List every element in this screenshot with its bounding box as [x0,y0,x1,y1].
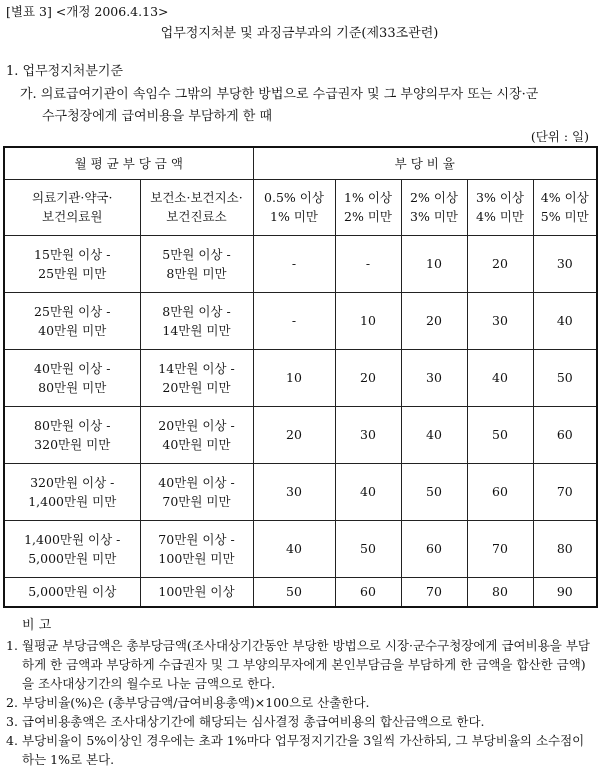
col-header-medical: 의료기관·약국· 보건의료원 [4,179,140,235]
suspension-days-cell: 80 [467,577,533,607]
col-header-ratio: 3% 이상 4% 미만 [467,179,533,235]
amount-medical-cell: 320만원 이상 - 1,400만원 미만 [4,463,140,520]
appendix-tag: [별표 3] <개정 2006.4.13> [6,4,169,19]
suspension-days-cell: 50 [401,463,467,520]
document-title: 업무정지처분 및 과징금부과의 기준(제33조관련) [160,26,439,41]
section-item-ga [20,84,595,128]
suspension-days-cell: 50 [533,349,597,406]
suspension-days-cell: - [253,292,335,349]
suspension-days-cell: 20 [253,406,335,463]
remark-note-number: 4. [6,733,18,748]
table-row [4,463,597,520]
table-row [4,520,597,577]
remark-note-text: 급여비용총액은 조사대상기간에 해당되는 심사결정 총급여비용의 합산금액으로 한다. [22,714,485,729]
suspension-days-cell: 60 [467,463,533,520]
suspension-days-cell: 20 [401,292,467,349]
remark-note-text: 부당비율이 5%이상인 경우에는 초과 1%마다 업무정지기간을 3일씩 가산하되, 그 부당비율의 소수점이하는 1%로 본다. [22,733,585,767]
col-header-health: 보건소·보건지소· 보건진료소 [140,179,253,235]
group-header-ratio: 부 당 비 율 [253,147,597,179]
suspension-days-cell: - [253,235,335,292]
suspension-days-cell: 40 [253,520,335,577]
amount-health-cell: 70만원 이상 - 100만원 미만 [140,520,253,577]
col-header-ratio: 0.5% 이상 1% 미만 [253,179,335,235]
amount-health-cell: 100만원 이상 [140,577,253,607]
section-heading: 1. 업무정지처분기준 [6,64,123,79]
table-row [4,577,597,607]
remark-note-text: 월평균 부당금액은 총부당금액(조사대상기간동안 부당한 방법으로 시장·군수구청장에게 급여비용을 부담하게 한 금액과 부당하게 수급권자 및 그 부양의무자에게 본인부담금을 부담하게 한 금액을 합산한 금액)을 조사대상기간의 월수로 나눈 금액으로 한다. [22,638,590,691]
table-row [4,406,597,463]
amount-medical-cell: 25만원 이상 - 40만원 미만 [4,292,140,349]
remarks-notes [6,636,596,769]
suspension-days-cell: 10 [335,292,401,349]
amount-medical-cell: 40만원 이상 - 80만원 미만 [4,349,140,406]
suspension-days-cell: 50 [335,520,401,577]
table-row [4,235,597,292]
remark-note [6,636,596,693]
suspension-days-cell: 90 [533,577,597,607]
remark-note-number: 3. [6,714,18,729]
unit-label: (단위 : 일) [530,129,589,144]
suspension-days-cell: - [335,235,401,292]
suspension-days-cell: 60 [401,520,467,577]
suspension-days-cell: 30 [401,349,467,406]
item-ga-line1: 가. 의료급여기관이 속임수 그밖의 부당한 방법으로 수급권자 및 그 부양의무자 또는 시장·군 [20,87,539,102]
suspension-days-cell: 10 [401,235,467,292]
suspension-days-cell: 30 [253,463,335,520]
suspension-days-cell: 50 [253,577,335,607]
amount-health-cell: 20만원 이상 - 40만원 미만 [140,406,253,463]
table-column-header-row [4,179,597,235]
amount-medical-cell: 1,400만원 이상 - 5,000만원 미만 [4,520,140,577]
remark-note-number: 1. [6,638,18,653]
table-group-header-row [4,147,597,179]
suspension-days-cell: 40 [335,463,401,520]
col-header-ratio: 2% 이상 3% 미만 [401,179,467,235]
amount-health-cell: 8만원 이상 - 14만원 미만 [140,292,253,349]
amount-health-cell: 40만원 이상 - 70만원 미만 [140,463,253,520]
suspension-days-cell: 10 [253,349,335,406]
col-header-ratio: 1% 이상 2% 미만 [335,179,401,235]
amount-medical-cell: 5,000만원 이상 [4,577,140,607]
suspension-days-cell: 60 [335,577,401,607]
remark-note [6,693,596,712]
penalty-table [3,146,598,608]
suspension-days-cell: 70 [533,463,597,520]
table-row [4,349,597,406]
remark-note-number: 2. [6,695,18,710]
amount-medical-cell: 80만원 이상 - 320만원 미만 [4,406,140,463]
remark-note [6,731,596,769]
item-ga-line2: 수구청장에게 급여비용을 부담하게 한 때 [42,109,273,124]
suspension-days-cell: 20 [335,349,401,406]
suspension-days-cell: 60 [533,406,597,463]
suspension-days-cell: 50 [467,406,533,463]
suspension-days-cell: 30 [335,406,401,463]
suspension-days-cell: 40 [467,349,533,406]
amount-health-cell: 14만원 이상 - 20만원 미만 [140,349,253,406]
table-row [4,292,597,349]
suspension-days-cell: 80 [533,520,597,577]
remarks-title: 비 고 [22,618,52,633]
suspension-days-cell: 40 [533,292,597,349]
remark-note [6,712,596,731]
suspension-days-cell: 30 [467,292,533,349]
suspension-days-cell: 30 [533,235,597,292]
amount-medical-cell: 15만원 이상 - 25만원 미만 [4,235,140,292]
suspension-days-cell: 20 [467,235,533,292]
col-header-ratio: 4% 이상 5% 미만 [533,179,597,235]
remark-note-text: 부당비율(%)은 (총부당금액/급여비용총액)×100으로 산출한다. [22,695,370,710]
suspension-days-cell: 70 [467,520,533,577]
suspension-days-cell: 40 [401,406,467,463]
suspension-days-cell: 70 [401,577,467,607]
group-header-amount: 월 평 균 부 당 금 액 [4,147,253,179]
amount-health-cell: 5만원 이상 - 8만원 미만 [140,235,253,292]
